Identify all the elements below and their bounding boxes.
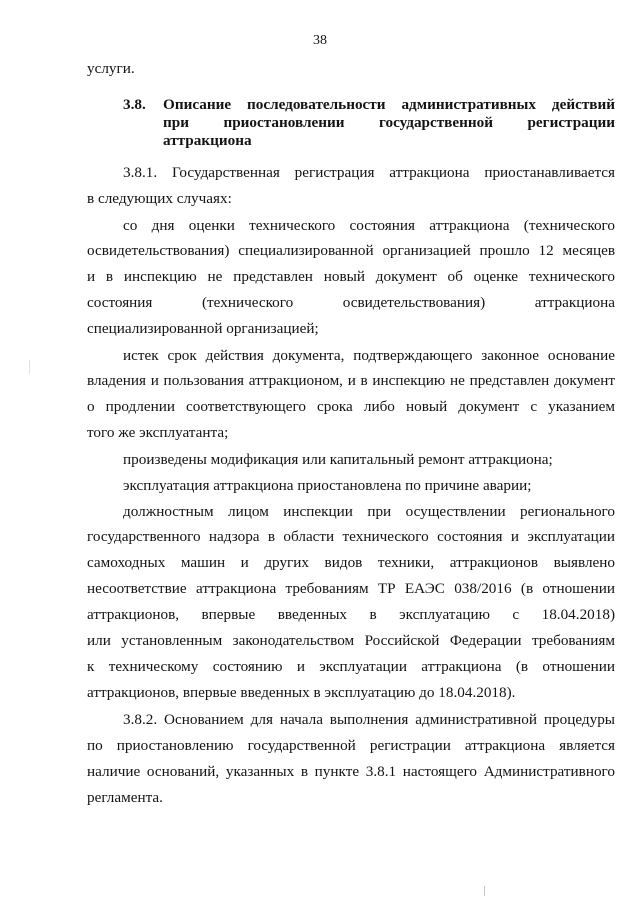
- paragraph-line: специализированной организацией;: [87, 320, 319, 337]
- section-title-line: аттракциона: [163, 132, 252, 149]
- paragraph-line: или установленным законодательством Российской Федерации требованиям: [87, 632, 615, 649]
- paragraph-line: истек срок действия документа, подтверждающего законное основание: [123, 347, 615, 364]
- paragraph-line: аттракционов, впервые введенных в эксплуатацию с 18.04.2018): [87, 606, 615, 623]
- scan-mark: [29, 360, 30, 374]
- paragraph-line: должностным лицом инспекции при осуществлении регионального: [123, 503, 615, 520]
- paragraph-line: 3.8.1. Государственная регистрация аттракциона приостанавливается: [123, 164, 615, 181]
- scan-mark: [484, 886, 485, 896]
- section-number: 3.8.: [123, 96, 146, 113]
- paragraph-line: эксплуатация аттракциона приостановлена по причине аварии;: [123, 477, 532, 494]
- paragraph-line: о продлении соответствующего срока либо новый документ с указанием: [87, 398, 615, 415]
- paragraph-line: произведены модификация или капитальный ремонт аттракциона;: [123, 451, 553, 468]
- paragraph-line: несоответствие аттракциона требованиям ТР ЕАЭС 038/2016 (в отношении: [87, 580, 615, 597]
- paragraph-line: регламента.: [87, 789, 163, 806]
- paragraph-line: владения и пользования аттракционом, и в инспекцию не представлен документ: [87, 372, 615, 389]
- section-title-line: при приостановлении государственной регистрации: [163, 114, 615, 131]
- paragraph-line: наличие оснований, указанных в пункте 3.8.1 настоящего Административного: [87, 763, 615, 780]
- paragraph-line: со дня оценки технического состояния аттракциона (технического: [123, 217, 615, 234]
- paragraph-line: к техническому состоянию и эксплуатации аттракциона (в отношении: [87, 658, 615, 675]
- paragraph-line: состояния (технического освидетельствования) аттракциона: [87, 294, 615, 311]
- paragraph-line: аттракционов, впервые введенных в эксплуатацию до 18.04.2018).: [87, 684, 516, 701]
- paragraph-line: того же эксплуатанта;: [87, 424, 229, 441]
- paragraph-line: в следующих случаях:: [87, 190, 232, 207]
- paragraph-line: самоходных машин и других видов техники, аттракционов выявлено: [87, 554, 615, 571]
- paragraph-line: по приостановлению государственной регистрации аттракциона является: [87, 737, 615, 754]
- paragraph-line: и в инспекцию не представлен новый документ об оценке технического: [87, 268, 615, 285]
- paragraph-line: освидетельствования) специализированной организацией прошло 12 месяцев: [87, 242, 615, 259]
- paragraph-line: 3.8.2. Основанием для начала выполнения административной процедуры: [123, 711, 615, 728]
- section-title-line: Описание последовательности административных действий: [163, 96, 615, 113]
- paragraph-line: государственного надзора в области технического состояния и эксплуатации: [87, 528, 615, 545]
- top-line: услуги.: [87, 60, 135, 77]
- page-number: 38: [313, 33, 327, 48]
